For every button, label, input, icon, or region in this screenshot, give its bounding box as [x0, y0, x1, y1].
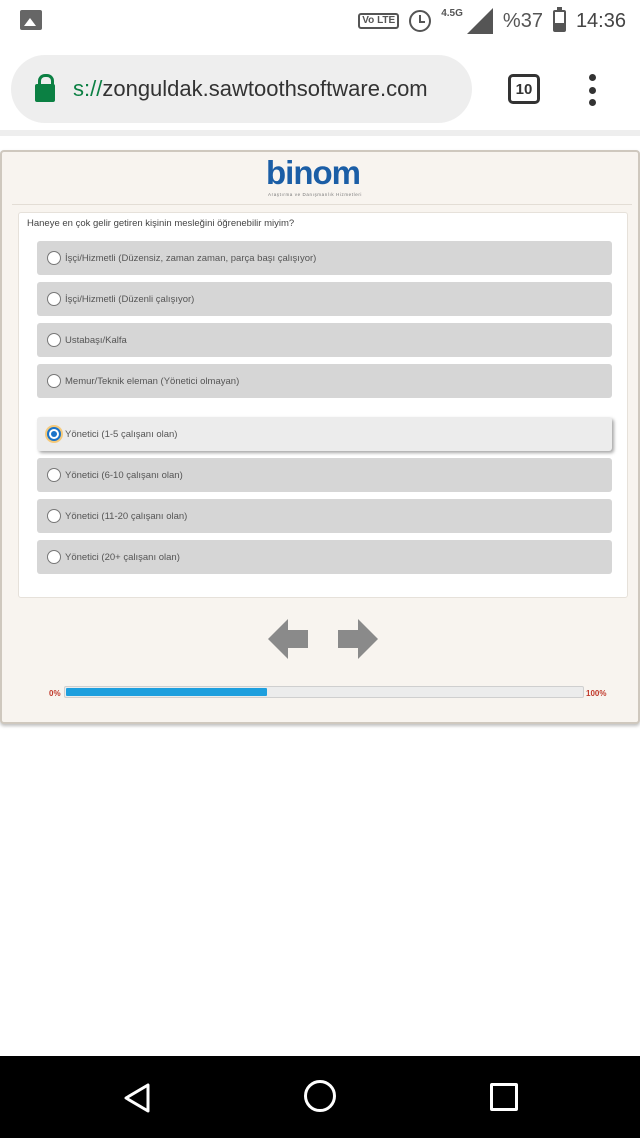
option-label: Ustabaşı/Kalfa	[65, 334, 127, 346]
recents-square-icon[interactable]	[490, 1083, 518, 1111]
radio-button[interactable]	[47, 292, 61, 306]
survey-page	[0, 150, 640, 724]
progress-start-label: 0%	[49, 689, 61, 698]
progress-bar	[64, 686, 584, 698]
overflow-menu-icon[interactable]	[584, 74, 600, 106]
progress-fill	[66, 688, 267, 696]
radio-button[interactable]	[47, 333, 61, 347]
option-1[interactable]	[37, 282, 612, 316]
option-label: Yönetici (6-10 çalışanı olan)	[65, 469, 183, 481]
radio-button-selected[interactable]	[47, 427, 61, 441]
home-circle-icon[interactable]	[304, 1080, 336, 1112]
image-notification-icon	[20, 10, 42, 30]
radio-button[interactable]	[47, 509, 61, 523]
navigation-buttons	[268, 619, 378, 659]
signal-icon	[467, 8, 493, 34]
radio-button[interactable]	[47, 550, 61, 564]
option-label: Yönetici (20+ çalışanı olan)	[65, 551, 180, 563]
option-2[interactable]	[37, 323, 612, 357]
binom-logo	[266, 154, 378, 198]
url-scheme: s://	[73, 76, 103, 101]
option-7[interactable]	[37, 540, 612, 574]
question-box	[18, 212, 628, 598]
battery-percent: %37	[502, 9, 543, 32]
option-3[interactable]	[37, 364, 612, 398]
logo-tagline: Araştırma ve Danışmanlık Hizmetleri	[268, 192, 363, 197]
address-bar[interactable]	[11, 55, 472, 123]
system-navigation-bar	[0, 1056, 640, 1138]
network-type: 4.5G	[441, 7, 463, 19]
back-arrow-icon[interactable]	[268, 619, 308, 659]
tab-switcher-button[interactable]: 10	[508, 74, 540, 104]
option-4[interactable]	[37, 417, 612, 451]
option-5[interactable]	[37, 458, 612, 492]
option-label: Yönetici (11-20 çalışanı olan)	[65, 510, 188, 522]
url-host: zonguldak.sawtoothsoftware.com	[102, 76, 428, 101]
option-0[interactable]	[37, 241, 612, 275]
clock: 14:36	[575, 9, 626, 32]
progress-end-label: 100%	[586, 689, 607, 698]
option-label: Yönetici (1-5 çalışanı olan)	[65, 428, 178, 440]
lock-icon	[35, 84, 55, 102]
status-bar	[0, 0, 640, 42]
radio-button[interactable]	[47, 468, 61, 482]
battery-icon	[553, 10, 566, 32]
option-label: Memur/Teknik eleman (Yönetici olmayan)	[65, 375, 240, 387]
radio-button[interactable]	[47, 374, 61, 388]
alarm-icon	[409, 10, 431, 32]
back-triangle-icon[interactable]	[120, 1080, 156, 1116]
radio-button[interactable]	[47, 251, 61, 265]
next-arrow-icon[interactable]	[338, 619, 378, 659]
url-text[interactable]	[73, 76, 428, 102]
logo-text: binom	[266, 154, 360, 191]
question-text: Haneye en çok gelir getiren kişinin mesleğini öğrenebilir miyim?	[27, 218, 295, 229]
option-6[interactable]	[37, 499, 612, 533]
status-icons	[358, 6, 626, 36]
header-divider	[12, 204, 632, 205]
option-label: İşçi/Hizmetli (Düzensiz, zaman zaman, parça başı çalışıyor)	[65, 252, 317, 264]
option-label: İşçi/Hizmetli (Düzenli çalışıyor)	[65, 293, 195, 305]
browser-toolbar	[0, 42, 640, 136]
volte-icon: Vo LTE	[358, 13, 399, 29]
